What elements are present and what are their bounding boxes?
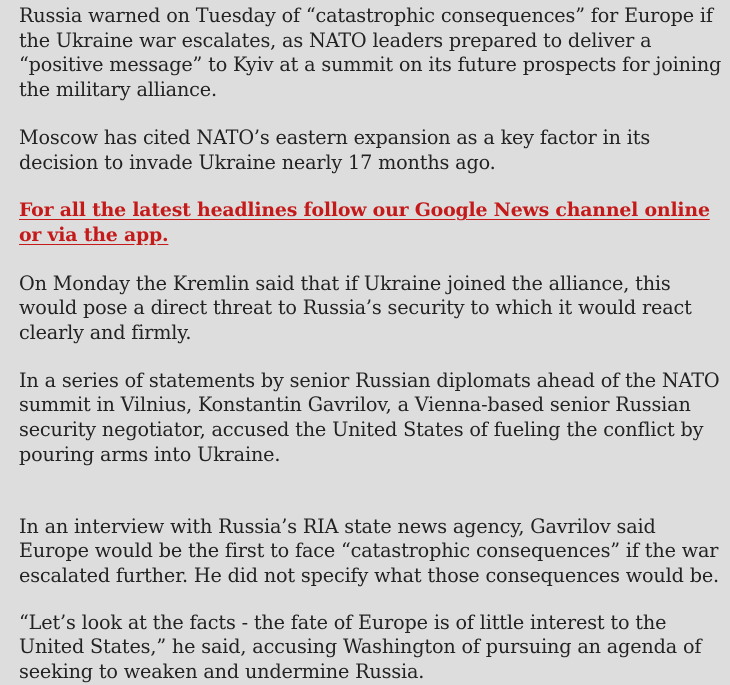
article-paragraph: “Let’s look at the facts - the fate of Europe is of little interest to the United States,” he said, accusing Washington of pursuing an agenda of seeking to weaken and undermine Russia. (19, 610, 702, 684)
article-paragraph: On Monday the Kremlin said that if Ukraine joined the alliance, this would pose a direct threat to Russia’s security to which it would react clearly and firmly. (19, 271, 692, 345)
article-paragraph: In a series of statements by senior Russian diplomats ahead of the NATO summit in Vilnius, Konstantin Gavrilov, a Vienna-based senior Russian security negotiator, accused the United States of fueling the conflict by pouring arms into Ukraine. (19, 368, 720, 466)
article-paragraph: Russia warned on Tuesday of “catastrophic consequences” for Europe if the Ukraine war escalates, as NATO leaders prepared to deliver a “positive message” to Kyiv at a summit on its future prospects for joining the military alliance. (19, 4, 722, 102)
google-news-link[interactable]: For all the latest headlines follow our Google News channel online or via the app. (19, 199, 710, 246)
article-paragraph: In an interview with Russia’s RIA state news agency, Gavrilov said Europe would be the first to face “catastrophic consequences” if the war escalated further. He did not specify what those consequences would be. (19, 514, 719, 587)
google-news-promo (19, 198, 722, 247)
article-paragraph: Moscow has cited NATO’s eastern expansion as a key factor in its decision to invade Ukraine nearly 17 months ago. (19, 125, 651, 174)
